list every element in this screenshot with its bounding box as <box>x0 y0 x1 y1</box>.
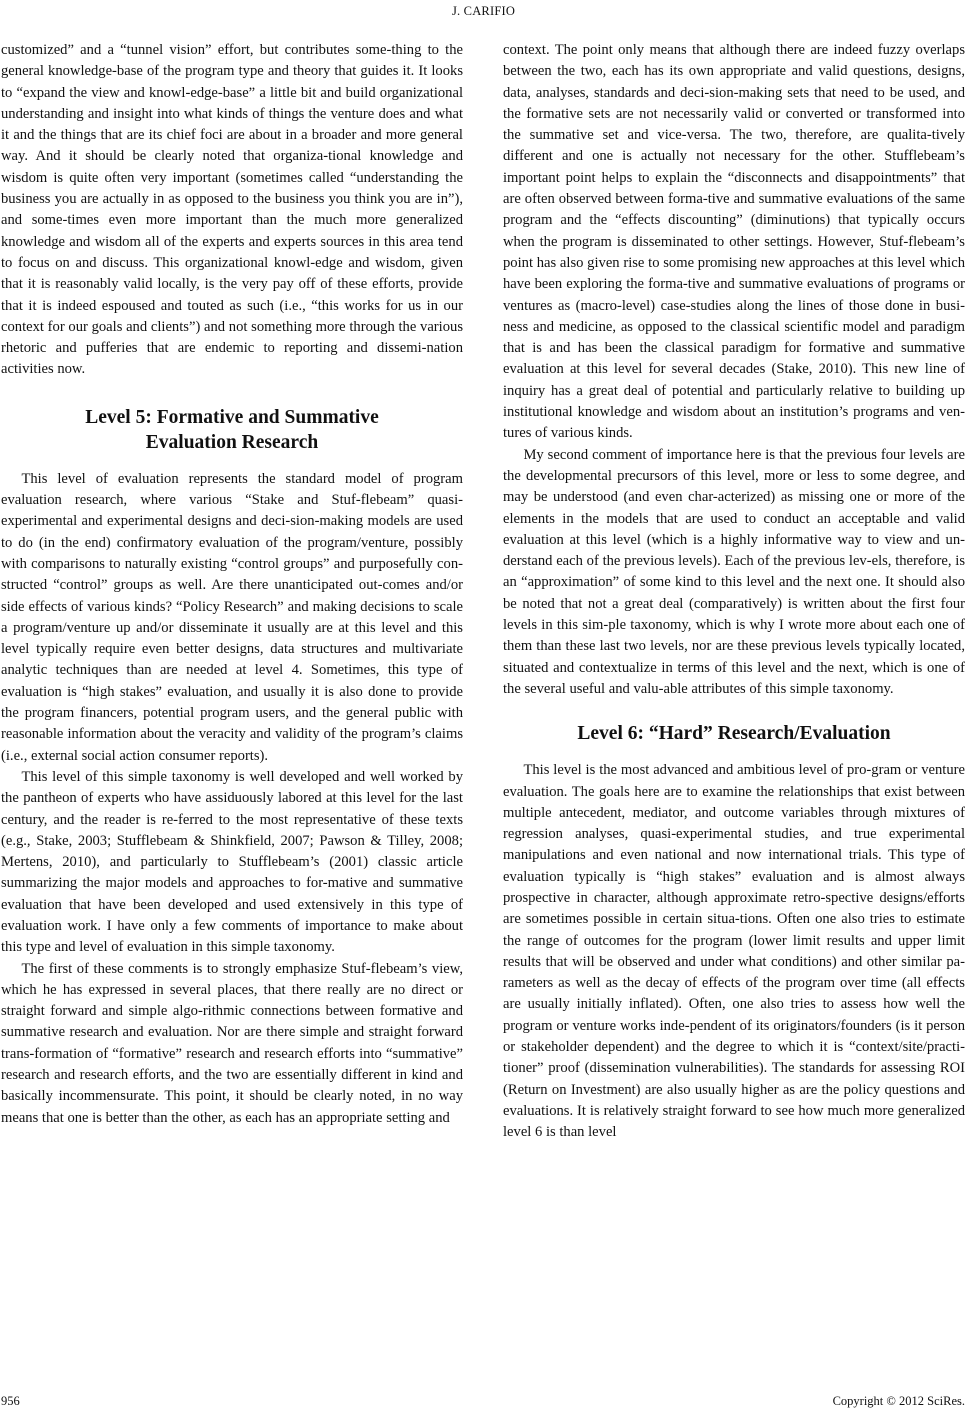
running-head: J. CARIFIO <box>451 4 516 18</box>
paragraph: This level is the most advanced and ambitious level of pro-gram or venture evaluation. The goals here are to examine the relationships that exist between multiple antecedent, mediator, and outcome variables through mixtures of regression analyses, quasi-experimental studies, and true experimental manipulations and even national and now international trials. This type of evaluation typically is “high stakes” evaluation and is almost always prospective in character, although approximate retro-spective designs/efforts are sometimes possible in certain situa-tions. Often one also tries to estimate the range of outcomes for the program (lower limit results and upper limit results that will be observed and under what conditions) and other similar pa-rameters as well as the decay of effects of the program over time (all effects are usually initially inflated). Often, one also tries to assess how well the program or venture works inde-pendent of its originators/founders (is it person or stakeholder dependent) and the degree to which it is “context/site/practi-tioner” proof (dissemination vulnerabilities). The standards for assessing ROI (Return on Investment) are also usually higher as are the policy questions and evaluations. It is relatively straight forward to see how much more generalized level 6 is than level <box>503 762 965 1141</box>
section-heading-line-1: Level 5: Formative and Summative <box>85 406 379 428</box>
paragraph: The first of these comments is to strongly emphasize Stuf-flebeam’s view, which he has expressed in several places, that there really are no direct or straight forward and simple algo-rithmic connections between formative and summative research and evaluation. Nor are there simple and straight forward trans-formation of “formative” research and research efforts into “summative” research and research efforts, and the two are essentially different in kind and basically incommensurate. This point, it should be clearly noted, in no way means that one is better than the other, as each has an appropriate setting and <box>1 960 463 1126</box>
paragraph: My second comment of importance here is that the previous four levels are the developmental precursors of this level, more or less to some degree, and may be understood (and even char-acterized) as missing one or more of the elements in the models that are used to conduct an acceptable and valid evaluation at this level (which is a highly informative way to view and un-derstand each of the previous levels). Each of the previous lev-els, therefore, is an “approximation” of some kind to this level and the next one. It should also be noted that not a great deal (comparatively) is written about the first four levels in this sim-ple taxonomy, which is why I wrote more about each one of them than these last two levels, nor are these previous levels typically located, situated and contextualize in terms of this level and the next, which is one of the several useful and valu-able attributes of this simple taxonomy. <box>503 446 965 697</box>
paragraph-continuation: customized” and a “tunnel vision” effort, but contributes some-thing to the general knowledge-base of the program type and theory that guides it. It looks to “expand the view and knowl-edge-base” a little bit and build organizational understanding and insight into what kinds of things the venture does and what it and the things that are its chief foci are about in a broader and more general way. And it should be clearly noted that organiza-tional knowledge and wisdom is quite often very important (sometimes called “understanding the business you are actually in as opposed to the business you think you are in”), and some-times even more important than the much more generalized knowledge and wisdom all of the experts and experts sources in this area tend to focus on and discuss. This organizational knowl-edge and wisdom, given that it is reasonably valid locally, is the very pay off of these efforts, provide that it is indeed espoused and touted as such (i.e., “this works for us in our context for our goals and clients”) and not something more through the various rhetoric and pufferies that are endemic to reporting and dissemi-nation activities now. <box>1 42 463 378</box>
paragraph-continuation: context. The point only means that although there are indeed fuzzy overlaps between the two, each has its own appropriate and valid questions, designs, data, analyses, standards and deci-sion-making sets that need to be used, and the formative sets are not necessarily valid or converted or transformed into the summative set and vice-versa. The two, therefore, are qualita-tively different and one is actually not necessary for the other. Stufflebeam’s important point helps to explain the “disconnects and disappointments” that are often observed between forma-tive and summative evaluations of the same program and the “effects discounting” (diminutions) that typically occurs when the program is disseminated to other settings. However, Stuf-flebeam’s point has also given rise to some promising new approaches at this level which have been exploring the forma-tive and summative evaluations of programs or ventures as (macro-level) case-studies along the lines of those done in busi-ness and medicine, as opposed to the classical scientific model and paradigm that is and has been the classical paradigm for formative and summative evaluation at this level for several decades (Stake, 2010). This new line of inquiry has a great deal of potential and particularly relative to building up institutional knowledge and wisdom about an institution’s programs and ven-tures of various kinds. <box>503 42 965 442</box>
section-heading-level-6: Level 6: “Hard” Research/Evaluation <box>577 723 891 745</box>
section-heading-line-2: Evaluation Research <box>145 431 319 453</box>
copyright-notice: Copyright © 2012 SciRes. <box>832 1394 965 1408</box>
left-column <box>1 40 463 1129</box>
paragraph: This level of this simple taxonomy is well developed and well worked by the pantheon of experts who have assiduously labored at this level for the last century, and the reader is re-ferred to the most representative of these texts (e.g., Stake, 2003; Stufflebeam & Shinkfield, 2007; Pawson & Tilley, 2008; Mertens, 2010), and particularly to Stufflebeam’s (2001) classic article summarizing the major models and approaches to for-mative and summative evaluation that have been developed and used extensively in this type of evaluation work. I have only a few comments of importance to make about this type and level of evaluation in this simple taxonomy. <box>1 768 463 956</box>
page-number: 956 <box>1 1394 20 1408</box>
right-column <box>503 40 965 1144</box>
paragraph: This level of evaluation represents the standard model of program evaluation research, where various “Stake and Stuf-flebeam” quasi-experimental and experimental designs and deci-sion-making models are used to do (in the end) confirmatory evaluation of the program/venture, possibly with comparisons to naturally existing “control groups” and purposefully con-structed “control” groups as well. Are there unanticipated out-comes and/or side effects of various kinds? “Policy Research” and making decisions to scale a program/venture up and/or disseminate it usually are at this level and this level typically require even better designs, data structures and multivariate analytic techniques than are needed at level 4. Sometimes, this type of evaluation is “high stakes” evaluation, and usually it is also done to provide the program financers, potential program users, and the general public with reasonable information about the veracity and validity of the program’s claims (i.e., external social action consumer reports). <box>1 470 463 764</box>
section-heading-level-5 <box>1 405 463 455</box>
